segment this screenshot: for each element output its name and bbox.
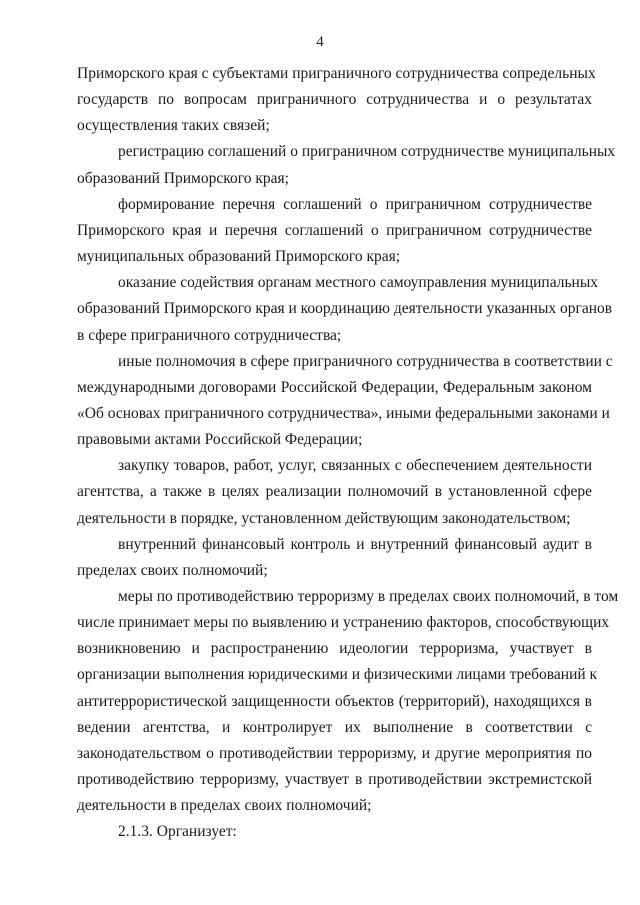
text-line: Приморского края и перечня соглашений о приграничном сотрудничестве xyxy=(77,221,592,239)
text-line: иные полномочия в сфере приграничного сотрудничества в соответствии с xyxy=(118,352,613,370)
text-line: противодействию терроризму, участвует в противодействии экстремистской xyxy=(77,771,592,788)
text-line: оказание содействия органам местного самоуправления муниципальных xyxy=(118,274,598,292)
text-line: «Об основах приграничного сотрудничества», иными федеральными законами и xyxy=(77,404,610,422)
text-line: пределах своих полномочий; xyxy=(77,561,268,579)
text-line: числе принимает меры по выявлению и устранению факторов, способствующих xyxy=(77,614,610,632)
text-line: образований Приморского края и координацию деятельности указанных органов xyxy=(77,300,613,318)
text-line: в сфере приграничного сотрудничества; xyxy=(77,326,342,344)
text-line: организации выполнения юридическими и физическими лицами требований к xyxy=(77,666,598,684)
text-line: государств по вопросам приграничного сотрудничества и о результатах xyxy=(77,91,592,109)
text-line: антитеррористической защищенности объектов (территорий), находящихся в xyxy=(77,692,592,710)
text-line: образований Приморского края; xyxy=(77,169,289,187)
text-line: правовыми актами Российской Федерации; xyxy=(77,431,363,449)
text-line: возникновению и распространению идеологии терроризма, участвует в xyxy=(77,640,592,658)
text-line: Приморского края с субъектами приграничного сотрудничества сопредельных xyxy=(77,65,596,82)
text-line: деятельности в порядке, установленном действующим законодательством; xyxy=(77,509,571,527)
text-line: меры по противодействию терроризму в пределах своих полномочий, в том xyxy=(118,588,619,605)
text-line: закупку товаров, работ, услуг, связанных с обеспечением деятельности xyxy=(118,457,592,475)
text-line: муниципальных образований Приморского края; xyxy=(77,248,401,265)
text-line: ведении агентства, и контролирует их выполнение в соответствии с xyxy=(77,718,592,736)
text-line: 2.1.3. Организует: xyxy=(118,823,237,841)
text-line: законодательством о противодействии терроризму, и другие мероприятия по xyxy=(77,744,592,762)
text-line: внутренний финансовый контроль и внутренний финансовый аудит в xyxy=(118,535,592,553)
text-line: регистрацию соглашений о приграничном сотрудничестве муниципальных xyxy=(118,143,616,161)
text-line: международными договорами Российской Федерации, Федеральным законом xyxy=(77,378,592,396)
text-line: осуществления таких связей; xyxy=(77,117,270,135)
text-line: формирование перечня соглашений о приграничном сотрудничестве xyxy=(118,195,592,213)
text-line: деятельности в пределах своих полномочий; xyxy=(77,797,372,815)
page-number: 4 xyxy=(316,34,324,50)
text-line: агентства, а также в целях реализации полномочий в установленной сфере xyxy=(77,483,592,501)
